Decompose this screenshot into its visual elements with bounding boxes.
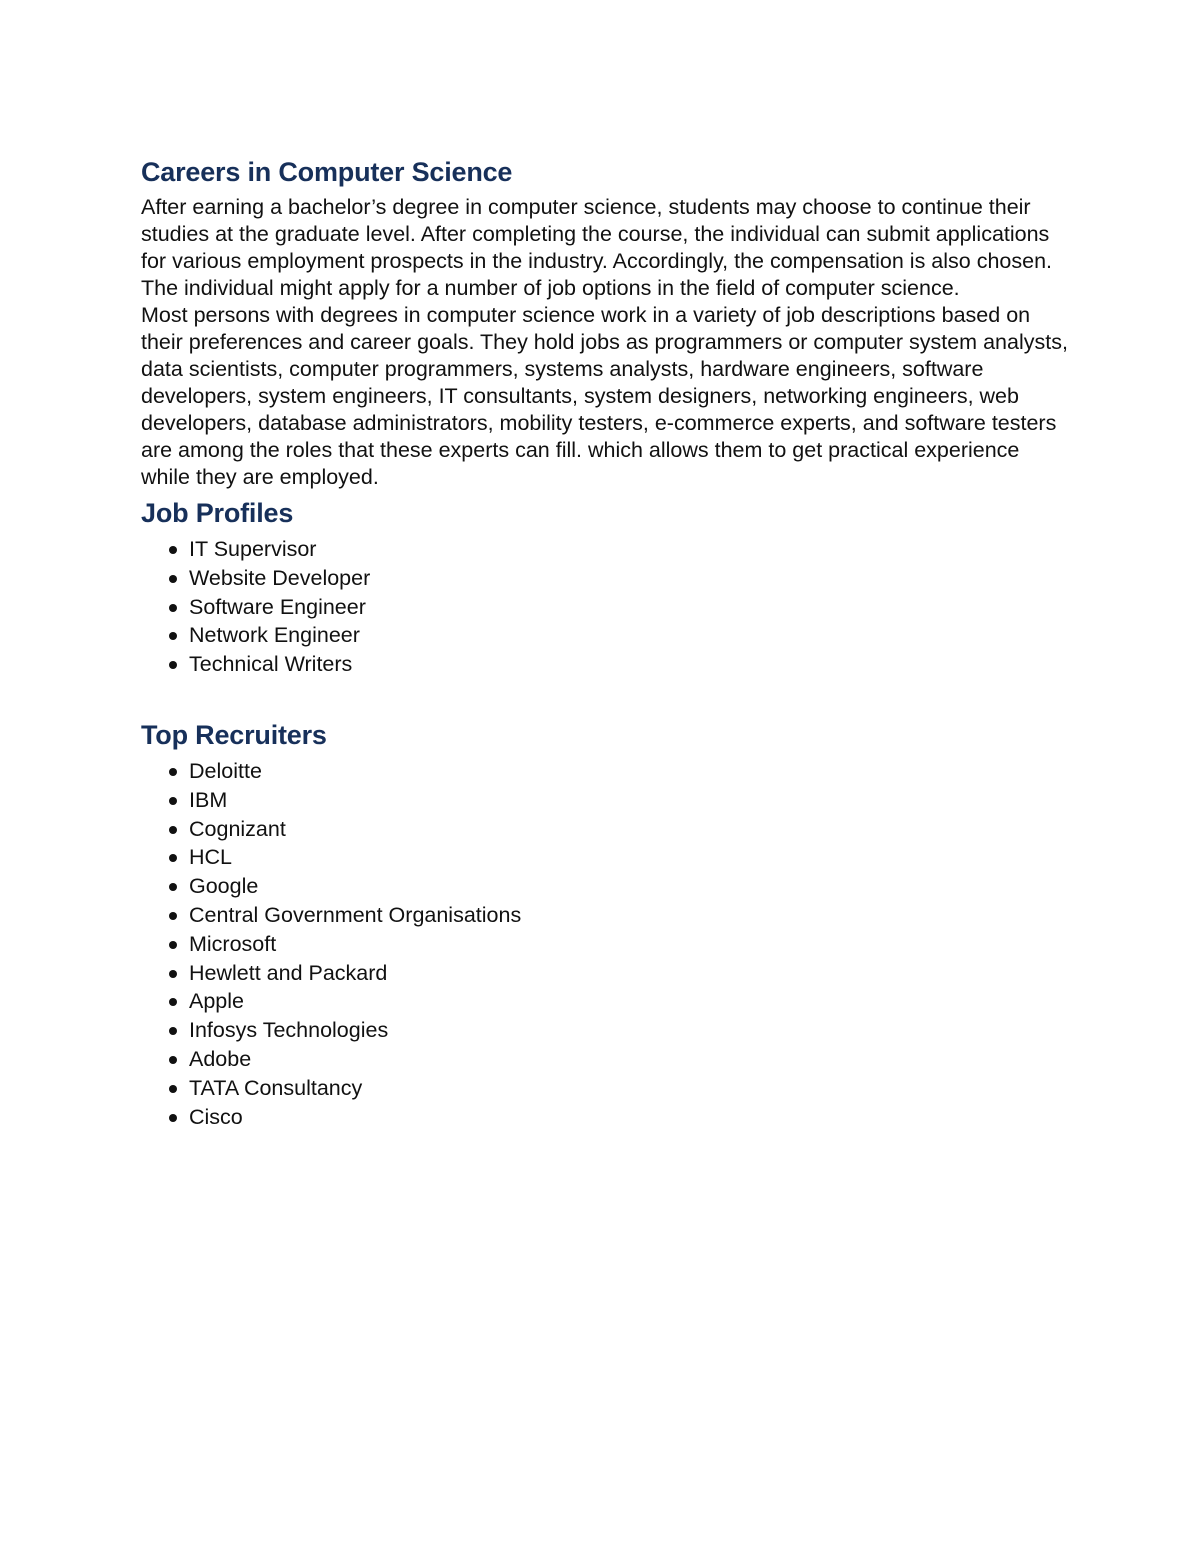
top-recruiters-list: [141, 757, 1071, 1131]
bullet-icon: [169, 826, 177, 834]
bullet-icon: [169, 661, 177, 669]
list-item-label: Central Government Organisations: [189, 902, 522, 927]
list-item: [189, 650, 1071, 679]
bullet-icon: [169, 912, 177, 920]
list-item-label: IT Supervisor: [189, 537, 317, 561]
intro-paragraph: After earning a bachelor’s degree in computer science, students may choose to continue their studies at the graduate level. After completing the course, the individual can submit applications for various employment prospects in the industry. Accordingly, the compensation is also chosen. The individual might apply for a number of job options in the field of computer science.: [141, 195, 1053, 300]
list-item-label: Adobe: [189, 1046, 252, 1071]
top-recruiters-heading: Top Recruiters: [141, 719, 327, 750]
list-item-label: Infosys Technologies: [189, 1018, 389, 1043]
list-item: [189, 843, 1071, 872]
job-profiles-list: [141, 535, 1071, 679]
list-item-label: IBM: [189, 787, 228, 812]
roles-paragraph: Most persons with degrees in computer science work in a variety of job descriptions based on their preferences and career goals. They hold jobs as programmers or computer system analysts, data scientists, computer programmers, systems analysts, hardware engineers, software developers, system engineers, IT consultants, system designers, networking engineers, web developers, database administrators, mobility testers, e-commerce experts, and software testers are among the roles that these experts can fill. which allows them to get practical experience while they are employed.: [141, 303, 1068, 489]
document-page: [141, 150, 1071, 1165]
bullet-icon: [169, 604, 177, 612]
list-item: [189, 621, 1071, 650]
list-item: [189, 1103, 1071, 1132]
bullet-icon: [169, 546, 177, 554]
list-item-label: Apple: [189, 989, 244, 1014]
bullet-icon: [169, 1114, 177, 1122]
bullet-icon: [169, 768, 177, 776]
list-item: [189, 959, 1071, 988]
bullet-icon: [169, 632, 177, 640]
page-title: Careers in Computer Science: [141, 157, 513, 187]
list-item: [189, 930, 1071, 959]
bullet-icon: [169, 883, 177, 891]
list-item-label: Network Engineer: [189, 623, 360, 648]
list-item: [189, 987, 1071, 1016]
list-item: [189, 901, 1071, 930]
list-item: [189, 564, 1071, 593]
bullet-icon: [169, 797, 177, 805]
list-item: [189, 757, 1071, 786]
job-profiles-heading: Job Profiles: [141, 498, 294, 528]
list-item-label: Technical Writers: [189, 652, 353, 677]
list-item: [189, 815, 1071, 844]
list-item: [189, 1016, 1071, 1045]
bullet-icon: [169, 1027, 177, 1035]
list-item-label: Google: [189, 874, 259, 899]
list-item: [189, 1074, 1071, 1103]
bullet-icon: [169, 970, 177, 978]
list-item-label: HCL: [189, 845, 233, 870]
list-item: [189, 535, 1071, 564]
bullet-icon: [169, 575, 177, 583]
list-item-label: Cisco: [189, 1104, 243, 1129]
list-item-label: Software Engineer: [189, 594, 366, 619]
list-item-label: Website Developer: [189, 565, 371, 590]
bullet-icon: [169, 998, 177, 1006]
bullet-icon: [169, 1085, 177, 1093]
list-item-label: Cognizant: [189, 816, 286, 841]
list-item-label: Deloitte: [189, 758, 262, 783]
list-item-label: TATA Consultancy: [189, 1075, 363, 1100]
bullet-icon: [169, 1056, 177, 1064]
bullet-icon: [169, 854, 177, 862]
list-item: [189, 593, 1071, 622]
list-item-label: Hewlett and Packard: [189, 960, 388, 985]
list-item-label: Microsoft: [189, 931, 277, 956]
list-item: [189, 786, 1071, 815]
list-item: [189, 872, 1071, 901]
bullet-icon: [169, 941, 177, 949]
list-item: [189, 1045, 1071, 1074]
